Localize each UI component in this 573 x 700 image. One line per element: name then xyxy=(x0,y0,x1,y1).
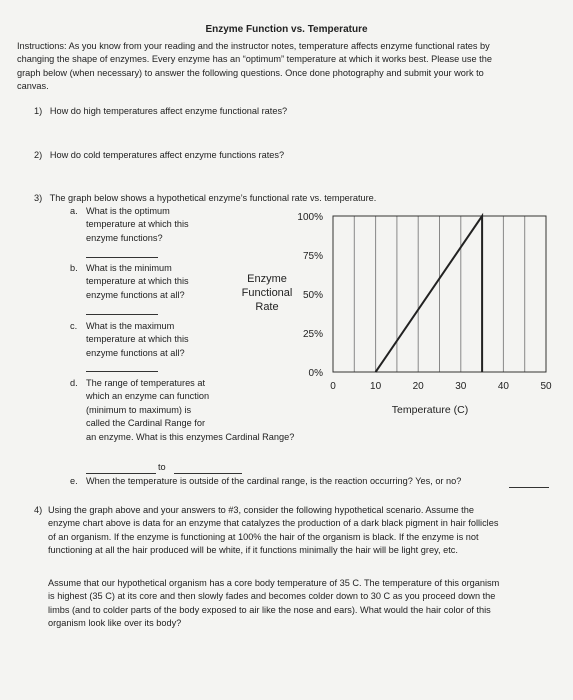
question-3c-text xyxy=(86,320,189,360)
y-axis-label: Enzyme xyxy=(247,273,287,285)
x-tick-label: 30 xyxy=(455,381,467,392)
question-line: What is the optimum xyxy=(86,206,170,216)
question-line: What is the maximum xyxy=(86,321,175,331)
answer-blank[interactable] xyxy=(86,257,158,258)
question-line: The range of temperatures at xyxy=(86,378,205,388)
question-3a xyxy=(70,205,78,218)
answer-blank[interactable] xyxy=(86,314,158,315)
answer-blank[interactable] xyxy=(86,371,158,372)
x-tick-label: 40 xyxy=(497,381,509,392)
range-to-label: to xyxy=(158,462,166,472)
y-tick-label: 0% xyxy=(308,368,323,379)
y-tick-label: 25% xyxy=(302,329,323,340)
sub-letter: e. xyxy=(70,476,78,486)
question-line: an enzyme. What is this enzymes Cardinal Range? xyxy=(86,431,295,442)
question-number: 2) xyxy=(34,150,43,160)
instructions xyxy=(17,40,562,94)
question-4-paragraph-2 xyxy=(48,577,563,631)
question-line: called the Cardinal Range for xyxy=(86,418,205,429)
question-line: temperature at which this xyxy=(86,219,189,230)
question-text: The graph below shows a hypothetical enzyme’s functional rate vs. temperature. xyxy=(49,193,377,203)
answer-blank-max[interactable] xyxy=(174,473,242,474)
question-line: enzyme functions at all? xyxy=(86,347,185,358)
question-3a-text xyxy=(86,205,189,245)
answer-blank-min[interactable] xyxy=(86,473,156,474)
instructions-line: Instructions: As you know from your reading and the instructor notes, temperature affects enzyme functional rates by xyxy=(17,41,490,51)
sub-letter: a. xyxy=(70,206,78,216)
page-title: Enzyme Function vs. Temperature xyxy=(205,24,368,35)
paragraph-line: enzyme chart above is data for an enzyme that catalyzes the production of a dark black pigment in hair follicles xyxy=(48,518,499,529)
question-3b xyxy=(70,262,78,275)
question-3c xyxy=(70,320,77,333)
question-4-paragraph-1 xyxy=(48,504,563,558)
instructions-line: canvas. xyxy=(17,81,49,92)
question-3e-text: When the temperature is outside of the cardinal range, is the reaction occurring? Yes, or no? xyxy=(86,476,462,486)
sub-letter: b. xyxy=(70,263,78,273)
question-3e xyxy=(70,475,78,488)
x-tick-label: 10 xyxy=(370,381,382,392)
question-line: temperature at which this xyxy=(86,334,189,345)
sub-letter: c. xyxy=(70,321,78,331)
y-tick-label: 100% xyxy=(297,212,323,223)
question-3d xyxy=(70,377,78,390)
question-line: which an enzyme can function xyxy=(86,391,210,402)
question-number: 1) xyxy=(34,106,43,116)
question-4-number: 4) xyxy=(34,505,43,515)
paragraph-line: functioning at all the hair produced will be white, if it functions minimally the hair will be light grey, etc. xyxy=(48,545,458,556)
series-line xyxy=(376,216,483,372)
question-3 xyxy=(34,192,376,205)
question-line: temperature at which this xyxy=(86,276,189,287)
question-text: How do cold temperatures affect enzyme functions rates? xyxy=(49,150,285,160)
instructions-line: changing the shape of enzymes. Every enzyme has an “optimum” temperature at which it works best. Please use the xyxy=(17,54,492,65)
question-line: enzyme functions? xyxy=(86,232,163,243)
sub-letter: d. xyxy=(70,378,78,388)
question-1 xyxy=(34,105,287,118)
x-tick-label: 50 xyxy=(540,381,552,392)
instructions-line: graph below (when necessary) to answer the following questions. Once done photography and submit your work to xyxy=(17,67,484,78)
question-text: How do high temperatures affect enzyme functional rates? xyxy=(49,106,288,116)
paragraph-line: is highest (35 C) at its core and then slowly fades and becomes colder down to 30 C as you proceed down the xyxy=(48,591,496,602)
x-tick-label: 0 xyxy=(330,381,336,392)
question-line: What is the minimum xyxy=(86,263,172,273)
paragraph-line: of an organism. If the enzyme is functioning at 100% the hair of the organism is black. If the enzyme is not xyxy=(48,531,479,542)
enzyme-rate-chart xyxy=(230,205,560,435)
paragraph-line: limbs (and to colder parts of the body exposed to air like the nose and ears). What would the hair color of this xyxy=(48,604,491,615)
y-tick-label: 50% xyxy=(302,290,323,301)
x-axis-label: Temperature (C) xyxy=(391,404,469,416)
question-2 xyxy=(34,149,284,162)
question-number: 3) xyxy=(34,193,43,203)
paragraph-line: organism look like over its body? xyxy=(48,618,182,629)
question-line: (minimum to maximum) is xyxy=(86,404,192,415)
y-tick-label: 75% xyxy=(302,251,323,262)
question-3b-text xyxy=(86,262,189,302)
paragraph-line: Using the graph above and your answers to #3, consider the following hypothetical scenario. Assume the xyxy=(48,505,474,515)
x-tick-label: 20 xyxy=(412,381,424,392)
paragraph-line: Assume that our hypothetical organism has a core body temperature of 35 C. The temperature of this organism xyxy=(48,578,500,588)
y-axis-label: Functional xyxy=(241,287,293,299)
question-line: enzyme functions at all? xyxy=(86,289,185,300)
answer-blank[interactable] xyxy=(509,487,549,488)
y-axis-label: Rate xyxy=(255,301,279,313)
